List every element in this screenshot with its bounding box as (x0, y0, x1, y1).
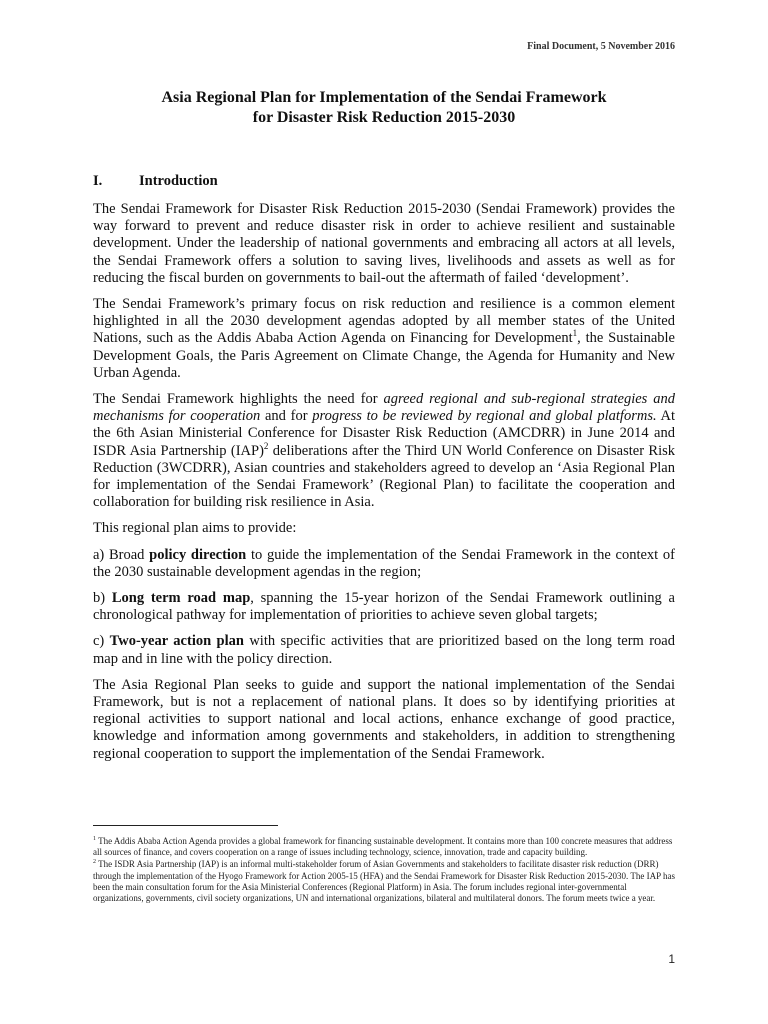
list-item-c: c) Two-year action plan with specific activities that are prioritized based on the long term road map and in line with the policy direction. (93, 633, 675, 667)
footnote-ref-1[interactable]: 1 (572, 328, 578, 339)
paragraph-1: The Sendai Framework for Disaster Risk Reduction 2015-2030 (Sendai Framework) provides the way forward to prevent and reduce disaster risk in order to achieve resilient and sustainable development. Under the leadership of national governments and embracing all actors at all levels, the Sendai Framework offers a solution to saving lives, livelihoods and assets as well as for reducing the fiscal burden on governments to bail-out the aftermath of failed ‘development’. (93, 201, 675, 286)
section-number: I. (93, 173, 103, 189)
paragraph-3: The Sendai Framework highlights the need for agreed regional and sub-regional strategies and mechanisms for cooperation and for progress to be reviewed by regional and global platforms. At the 6th Asian Ministerial Conference for Disaster Risk Reduction (AMCDRR) in June 2014 and ISDR Asia Partnership (IAP)$^2$ deliberations after the Third UN World Conference on Disaster Risk Reduction (3WCDRR), Asian countries and stakeholders agreed to develop an ‘Asia Regional Plan for implementation of the Sendai Framework’ (Regional Plan) to facilitate the cooperation and collaboration for building risk resilience in Asia. (93, 391, 675, 511)
page-number: 1 (668, 952, 675, 966)
footnote-ref-2[interactable]: 2 (263, 440, 269, 451)
paragraph-2: The Sendai Framework’s primary focus on risk reduction and resilience is a common element highlighted in all the 2030 development agendas adopted by all member states of the United Nations, such as the Addis Ababa Action Agenda on Financing for Development$^1$, the Sustainable Development Goals, the Paris Agreement on Climate Change, the Agenda for Humanity and New Urban Agenda. (93, 296, 675, 381)
title-line-1: Asia Regional Plan for Implementation of the Sendai Framework (161, 89, 607, 106)
footnotes (93, 836, 675, 905)
footnote-1: $^1$ The Addis Ababa Action Agenda provides a global framework for financing sustainable development. It contains more than 100 concrete measures that address all sources of finance, and covers cooperation on a range of issues including technology, science, innovation, trade and capacity building. (93, 836, 673, 858)
document-title (93, 88, 675, 128)
list-item-b: b) Long term road map, spanning the 15-year horizon of the Sendai Framework outlining a chronological pathway for implementation of priorities to achieve seven global targets; (93, 590, 675, 624)
footnote-divider (93, 825, 278, 826)
body-text (93, 201, 675, 772)
title-line-2: for Disaster Risk Reduction 2015-2030 (252, 109, 516, 126)
footnote-2: $^2$ The ISDR Asia Partnership (IAP) is an informal multi-stakeholder forum of Asian Governments and stakeholders to facilitate disaster risk reduction (DRR) through the implementation of the Hyogo Framework for Action 2005-15 (HFA) and the Sendai Framework for Disaster Risk Reduction 2015-2030. The IAP has been the main consultation forum for the Asia Ministerial Conferences (Regional Platform) in Asia. The forum includes regional inter-governmental organizations, governments, civil society organizations, UN and international organizations, bilateral and multilateral donors. The forum meets twice a year. (93, 859, 675, 904)
paragraph-4: This regional plan aims to provide: (93, 520, 297, 537)
list-item-a: a) Broad policy direction to guide the implementation of the Sendai Framework in the context of the 2030 sustainable development agendas in the region; (93, 546, 675, 580)
section-title: Introduction (139, 173, 218, 189)
paragraph-5: The Asia Regional Plan seeks to guide and support the national implementation of the Sendai Framework, but is not a replacement of national plans. It does so by identifying priorities at regional activities to support national and local actions, enhance exchange of good practice, knowledge and information among governments and stakeholders, in addition to strengthening regional cooperation to support the implementation of the Sendai Framework. (93, 676, 675, 762)
document-status-note: Final Document, 5 November 2016 (527, 41, 675, 52)
section-heading (93, 172, 218, 190)
